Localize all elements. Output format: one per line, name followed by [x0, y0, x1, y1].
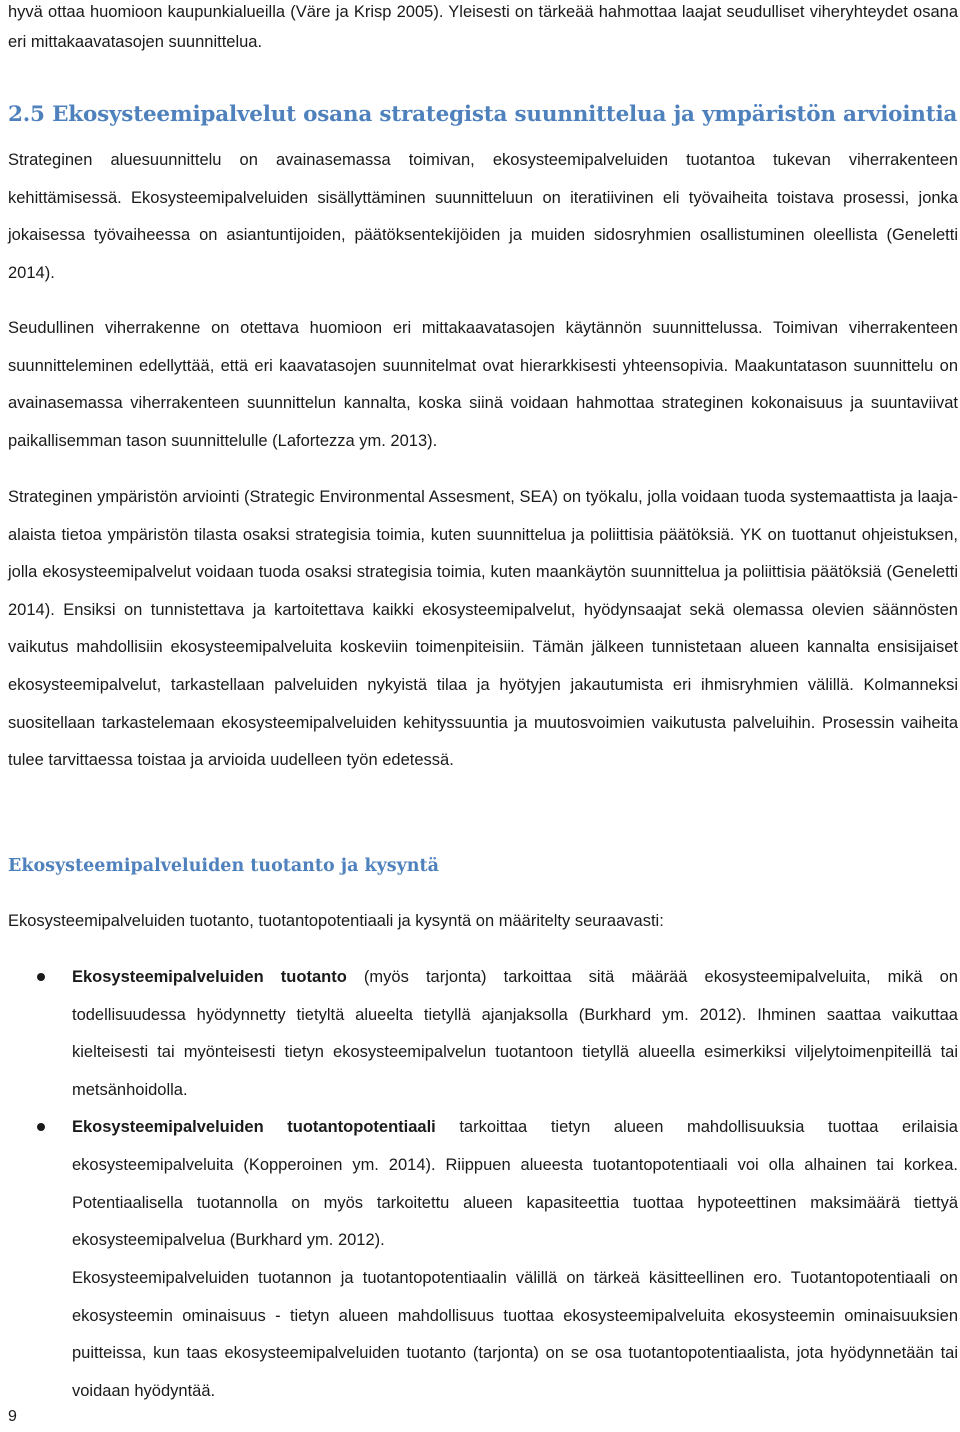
list-item — [8, 959, 958, 1109]
subheading: Ekosysteemipalveluiden tuotanto ja kysyntä — [8, 856, 439, 876]
paragraph-block-1 — [8, 142, 958, 292]
list-item-body: tarkoittaa tietyn alueen mahdollisuuksia tuottaa erilaisia ekosysteemipalveluita (Kopperoinen ym. 2014). Riippuen alueesta tuotantopotentiaali voi olla alhainen tai korkea. Potentiaalisella tuotannolla on myös tarkoitettu alueen kapasiteettia tuottaa hypoteettinen maksimäärä tiettyä ekosysteemipalvelua (Burkhard ym. 2012). — [72, 1118, 958, 1250]
paragraph-block-3 — [8, 479, 958, 780]
list-item-text — [72, 959, 958, 1109]
page-number: 9 — [8, 1408, 17, 1425]
top-paragraph: hyvä ottaa huomioon kaupunkialueilla (Väre ja Krisp 2005). Yleisesti on tärkeää hahmottaa laajat seudulliset viheryhteydet osana eri mittakaavatasojen suunnittelua. — [8, 3, 958, 51]
bullet-list — [8, 959, 958, 1260]
continuation-block — [8, 1260, 958, 1410]
paragraph: Strateginen ympäristön arviointi (Strategic Environmental Assesment, SEA) on työkalu, jolla voidaan tuoda systemaattista ja laaja-alaista tietoa ympäristön tilasta osaksi strategisia toimia, kuten suunnittelua ja poliittisia päätöksiä. YK on tuottanut ohjeistuksen, jolla ekosysteemipalvelut voidaan tuoda osaksi strategisia toimia, kuten maankäytön suunnittelua ja poliittisia päätöksiä (Geneletti 2014). Ensiksi on tunnistettava ja kartoitettava kaikki ekosysteemipalvelut, hyödynsaajat sekä olemassa olevien säännösten vaikutus mahdollisiin ekosysteemipalveluita koskeviin toimenpiteisiin. Tämän jälkeen tunnistetaan alueen kannalta ensisijaiset ekosysteemipalvelut, tarkastellaan palveluiden nykyistä tilaa ja hyötyjen jakautumista eri ihmisryhmien välillä. Kolmanneksi suositellaan tarkastelemaan ekosysteemipalveluiden kehityssuuntia ja muutosvoimien vaikutusta palveluihin. Prosessin vaiheita tulee tarvittaessa toistaa ja arvioida uudelleen työn edetessä. — [8, 488, 958, 770]
list-item-term: Ekosysteemipalveluiden tuotantopotentiaali — [72, 1118, 436, 1137]
section-heading: 2.5 Ekosysteemipalvelut osana strategista suunnittelua ja ympäristön arviointia — [8, 102, 958, 127]
bullet-icon — [37, 973, 45, 981]
bullet-icon — [37, 1123, 45, 1131]
intro-text: Ekosysteemipalveluiden tuotanto, tuotantopotentiaali ja kysyntä on määritelty seuraavasti: — [8, 912, 664, 930]
section-heading-block — [8, 100, 958, 130]
top-paragraph-block — [8, 0, 958, 57]
paragraph-block-2 — [8, 310, 958, 460]
continuation-text: Ekosysteemipalveluiden tuotannon ja tuotantopotentiaalin välillä on tärkeä käsitteellinen ero. Tuotantopotentiaali on ekosysteemin ominaisuus - tietyn alueen mahdollisuus tuottaa ekosysteemipalveluita ekosysteemin ominaisuuksien puitteissa, kun taas ekosysteemipalveluiden tuotanto (tarjonta) on se osa tuotantopotentiaalista, jota hyödynnetään tai voidaan hyödyntää. — [72, 1269, 958, 1400]
list-item-term: Ekosysteemipalveluiden tuotanto — [72, 968, 347, 986]
subheading-block — [8, 851, 958, 881]
list-item-body: (myös tarjonta) tarkoittaa sitä määrää ekosysteemipalveluita, mikä on todellisuudessa hyödynnetty tietyltä alueelta tietyllä ajanjaksolla (Burkhard ym. 2012). Ihminen saattaa vaikuttaa kielteisesti tai myönteisesti tietyn ekosysteemipalvelun tuotantoon tietyllä alueella esimerkiksi viljelytoimenpiteillä tai metsänhoidolla. — [72, 968, 958, 1099]
paragraph: Strateginen aluesuunnittelu on avainasemassa toimivan, ekosysteemipalveluiden tuotantoa tukevan viherrakenteen kehittämisessä. Ekosysteemipalveluiden sisällyttäminen suunnitteluun on iteratiivinen eli työvaiheita toistava prosessi, jonka jokaisessa työvaiheessa on asiantuntijoiden, päätöksentekijöiden ja muiden sidosryhmien osallistuminen oleellista (Geneletti 2014). — [8, 151, 958, 282]
paragraph: Seudullinen viherrakenne on otettava huomioon eri mittakaavatasojen käytännön suunnittelussa. Toimivan viherrakenteen suunnitteleminen edellyttää, että eri kaavatasojen suunnitelmat ovat hierarkkisesti yhteensopivia. Maakuntatason suunnittelu on avainasemassa viherrakenteen suunnittelun kannalta, koska siinä voidaan hahmottaa strateginen kokonaisuus ja suuntaviivat paikallisemman tason suunnittelulle (Lafortezza ym. 2013). — [8, 319, 958, 450]
bullet-list-block — [8, 959, 958, 1260]
intro-block — [8, 903, 958, 941]
list-item-text — [72, 1109, 958, 1259]
list-item — [8, 1109, 958, 1259]
